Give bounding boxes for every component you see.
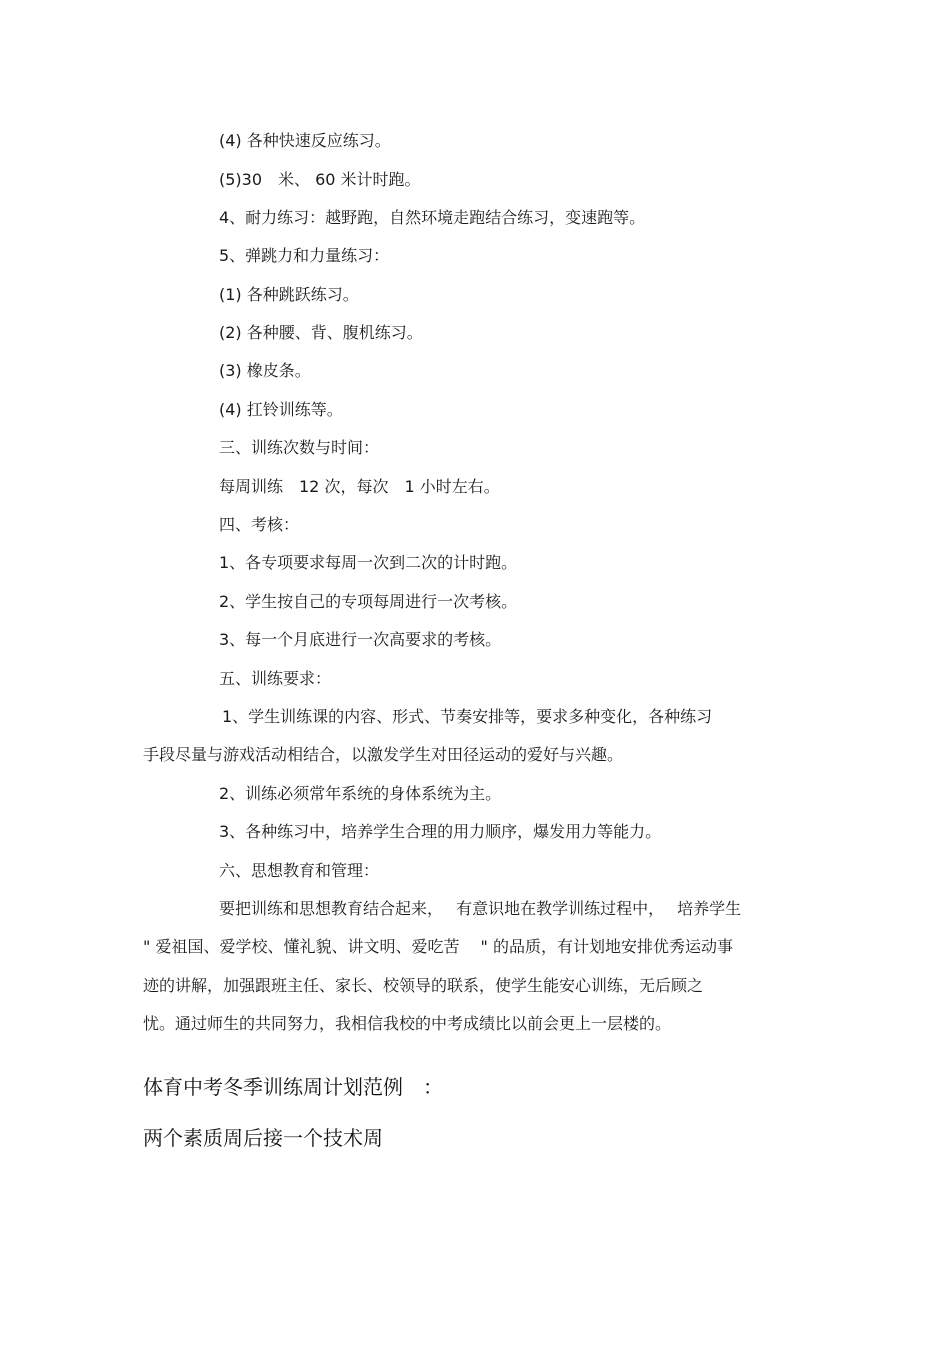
text-line-22: " 爱祖国、爱学校、懂礼貌、讲文明、爱吃苦 " 的品质，有计划地安排优秀运动事 — [143, 937, 733, 956]
text-line-13: 2、学生按自己的专项每周进行一次考核。 — [219, 592, 518, 611]
text-line-10: 每周训练 12 次，每次 1 小时左右。 — [219, 477, 500, 496]
text-line-5: (1) 各种跳跃练习。 — [219, 285, 359, 304]
section-four-heading: 四、考核： — [219, 515, 300, 534]
plan-heading: 体育中考冬季训练周计划范例 ： — [143, 1075, 443, 1099]
text-line-18: 2、训练必须常年系统的身体系统为主。 — [219, 784, 502, 803]
text-line-24: 忧。通过师生的共同努力，我相信我校的中考成绩比以前会更上一层楼的。 — [143, 1014, 672, 1033]
text-line-6: (2) 各种腰、背、腹机练习。 — [219, 323, 423, 342]
text-line-4: 5、弹跳力和力量练习： — [219, 246, 390, 265]
plan-subheading: 两个素质周后接一个技术周 — [143, 1126, 383, 1150]
section-six-heading: 六、思想教育和管理： — [219, 861, 380, 880]
text-line-7: (3) 橡皮条。 — [219, 361, 311, 380]
text-line-1: (4) 各种快速反应练习。 — [219, 131, 391, 150]
text-line-23: 迹的讲解，加强跟班主任、家长、校领导的联系，使学生能安心训练，无后顾之 — [143, 976, 704, 995]
text-line-19: 3、各种练习中，培养学生合理的用力顺序，爆发用力等能力。 — [219, 822, 662, 841]
text-line-16: 1、学生训练课的内容、形式、节奏安排等，要求多种变化，各种练习 — [222, 707, 713, 726]
text-line-12: 1、各专项要求每周一次到二次的计时跑。 — [219, 553, 518, 572]
text-line-17: 手段尽量与游戏活动相结合，以激发学生对田径运动的爱好与兴趣。 — [143, 745, 624, 764]
text-line-3: 4、耐力练习：越野跑，自然环境走跑结合练习，变速跑等。 — [219, 208, 646, 227]
text-line-21: 要把训练和思想教育结合起来， 有意识地在教学训练过程中， 培养学生 — [219, 899, 742, 918]
section-five-heading: 五、训练要求： — [219, 669, 332, 688]
text-line-8: (4) 扛铃训练等。 — [219, 400, 343, 419]
text-line-14: 3、每一个月底进行一次高要求的考核。 — [219, 630, 502, 649]
section-three-heading: 三、训练次数与时间： — [219, 438, 380, 457]
text-line-2: (5)30 米、 60 米计时跑。 — [219, 170, 421, 189]
